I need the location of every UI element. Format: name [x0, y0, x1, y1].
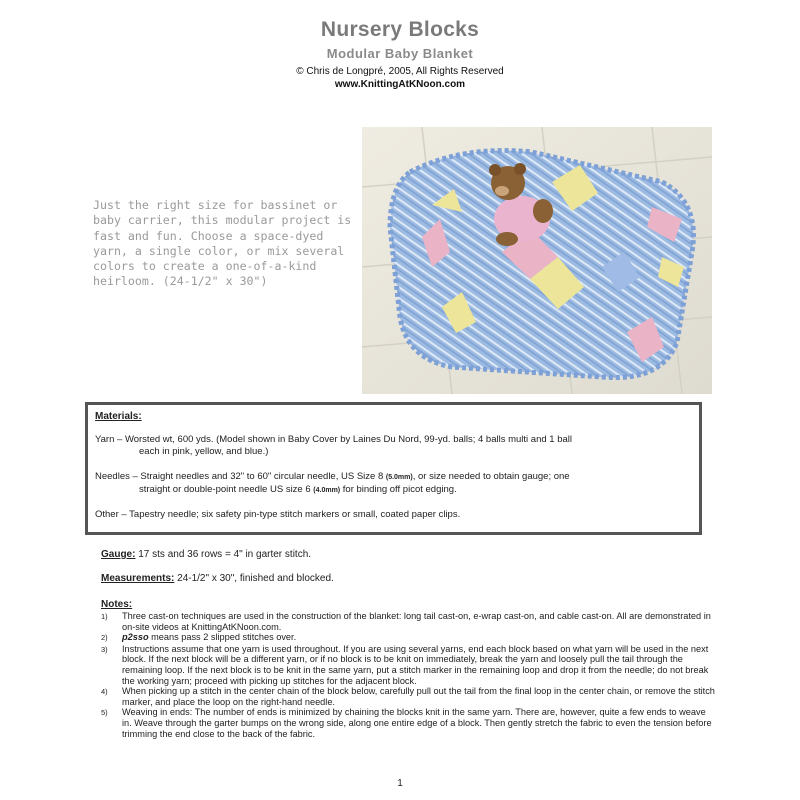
- note-text: [122, 632, 716, 644]
- needles-continuation: [95, 484, 695, 497]
- gauge-line: [101, 549, 311, 560]
- yarn-label: Yarn –: [95, 434, 123, 445]
- note-text: When picking up a stitch in the center chain of the block below, carefully pull out the tail from the final loop in the center chain, or remove the stitch marker, and place the loop on the right-hand needle.: [122, 686, 715, 707]
- note-item: [101, 632, 716, 644]
- notes-list: [101, 611, 716, 739]
- copyright-line: © Chris de Longpré, 2005, All Rights Reserved: [296, 66, 504, 77]
- note-number: 2): [101, 633, 108, 643]
- needles-size-mm-2: (4.0mm): [313, 486, 341, 494]
- note-item: [101, 707, 716, 739]
- page-number: 1: [397, 778, 403, 789]
- materials-box: [85, 402, 702, 535]
- note-text: Weaving in ends: The number of ends is minimized by chaining the blocks knit in the same yarn. There are, however, quite a few ends to weave in. Weave through the garter bumps on the wrong side, along one entire edge of a block. Then gently stretch the fabric to even the tension before trimming the end close to the back of the fabric.: [122, 707, 712, 739]
- note-item: [101, 644, 716, 686]
- blanket-photo: [362, 127, 712, 394]
- gauge-label: Gauge:: [101, 549, 136, 560]
- note-number: 3): [101, 644, 108, 654]
- note-number: 5): [101, 708, 108, 718]
- materials-needles: [95, 471, 695, 496]
- materials-other: [95, 509, 695, 521]
- note-item: [101, 686, 716, 707]
- needles-label: Needles –: [95, 471, 138, 482]
- needles-text: Straight needles and 32" to 60" circular needle, US Size 8: [140, 471, 384, 482]
- measurements-label: Measurements:: [101, 573, 175, 584]
- note-number: 1): [101, 612, 108, 621]
- measurements-value: 24-1/2" x 30", finished and blocked.: [177, 573, 334, 584]
- page-subtitle: Modular Baby Blanket: [326, 46, 474, 61]
- note-number: 4): [101, 687, 108, 697]
- note-term: p2sso: [122, 632, 149, 643]
- note-term-text: means pass 2 slipped stitches over.: [148, 632, 297, 643]
- page-title: Nursery Blocks: [320, 18, 480, 41]
- notes-heading: Notes:: [101, 599, 133, 610]
- needles-size-mm: (5.0mm): [385, 474, 413, 481]
- yarn-text: Worsted wt, 600 yds. (Model shown in Baby Cover by Laines Du Nord, 99-yd. balls; 4 balls multi and 1 ball: [124, 434, 573, 445]
- website-link[interactable]: www.KnittingAtKNoon.com: [334, 79, 466, 90]
- measurements-line: [101, 573, 334, 584]
- other-label: Other –: [95, 509, 127, 520]
- note-text: Three cast-on techniques are used in the construction of the blanket: long tail cast-on, e-wrap cast-on, and cable cast-on. All are demonstrated in on-site videos at KnittingAtKNoon.com.: [122, 611, 711, 632]
- needles-cont-text-2: for binding off picot edging.: [342, 483, 457, 495]
- yarn-continuation: each in pink, yellow, and blue.): [139, 445, 269, 457]
- intro-paragraph: Just the right size for bassinet or baby carrier, this modular project is fast and fun. Choose a space-dyed yarn, a single color, or mix several colors to create a one-of-a-kind heirloom. (24-1/2" x 30"): [93, 198, 352, 289]
- needles-text-2: , or size needed to obtain gauge; one: [412, 471, 570, 482]
- note-text: Instructions assume that one yarn is used throughout. If you are using several yarns, end each block based on what yarn will be used in the next block. If the next block will be a different yarn, or if no block is to be knit on immediately, break the yarn and loosely pull the tail through the remaining loop. If the next block is to be knit in the same yarn, put a stitch marker in the remaining loop and drop it from the needle; do not break the working yarn; proceed with picking up stitches for the adjacent block.: [122, 643, 709, 686]
- materials-heading: Materials:: [95, 411, 142, 422]
- materials-yarn: [95, 434, 695, 457]
- note-item: [101, 611, 716, 632]
- gauge-value: 17 sts and 36 rows = 4" in garter stitch.: [138, 549, 312, 560]
- needles-cont-text: straight or double-point needle US size 6: [139, 483, 311, 495]
- other-text: Tapestry needle; six safety pin-type stitch markers or small, coated paper clips.: [129, 509, 461, 520]
